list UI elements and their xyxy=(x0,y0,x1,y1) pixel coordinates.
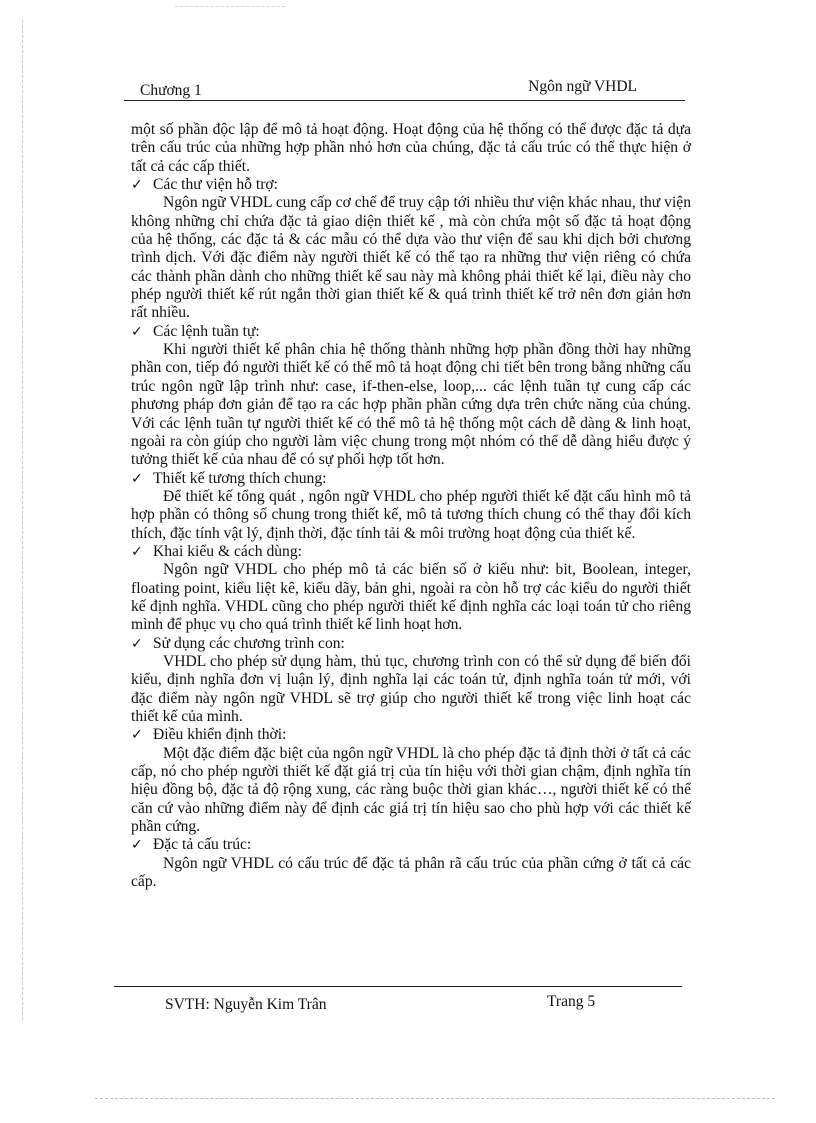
section-heading: Đặc tả cấu trúc: xyxy=(153,836,252,854)
section-heading: Sử dụng các chương trình con: xyxy=(153,634,345,652)
scan-artifact-left xyxy=(22,20,23,1020)
section-heading: Các lệnh tuần tự: xyxy=(153,322,260,340)
bullet-heading xyxy=(131,635,691,653)
section-heading: Các thư viện hỗ trợ: xyxy=(153,176,278,194)
chapter-label: Chương 1 xyxy=(140,82,202,99)
paragraph: Một đặc điểm đặc biệt của ngôn ngữ VHDL là cho phép đặc tả định thời ở tất cả các cấp, nó cho phép người thiết kế đặt giá trị của tín hiệu với thời gian chậm, định nghĩa tín hiệu đồng bộ, đặc tả độ rộng xung, các ràng buộc thời gian khác…, người thiết kế có thể căn cứ vào những điểm này để định các giá trị tín hiệu sao cho phù hợp với các thiết kế phần cứng. xyxy=(131,744,691,836)
checkmark-icon: ✓ xyxy=(131,543,143,560)
bullet-heading xyxy=(131,836,691,854)
paragraph: một số phần độc lập để mô tả hoạt động. Hoạt động của hệ thống có thể được đặc tả dựa trên cấu trúc của những hợp phần nhỏ hơn của chúng, đặc tả cấu trúc có thể thực hiện ở tất cả các cấp thiết. xyxy=(131,121,691,175)
scan-artifact-top xyxy=(175,6,285,7)
bullet-heading xyxy=(131,470,691,488)
footer-rule xyxy=(114,986,682,987)
paragraph: Ngôn ngữ VHDL có cấu trúc để đặc tả phân rã cấu trúc của phần cứng ở tất cả các cấp. xyxy=(131,854,691,891)
section-heading: Điều khiển định thời: xyxy=(153,726,287,744)
author-label: SVTH: Nguyễn Kim Trân xyxy=(165,996,327,1013)
header-rule xyxy=(124,100,685,101)
page-body xyxy=(131,121,691,891)
paragraph: Ngôn ngữ VHDL cung cấp cơ chế để truy cập tới nhiều thư viện khác nhau, thư viện không những chỉ chứa đặc tả giao diện thiết kế , mà còn chứa một số đặc tả hoạt động của hệ thống, các đặc tả & các mẫu có thể dựa vào thư viện để sau khi dịch bởi chương trình dịch. Với đặc điểm này người thiết kế có thể tạo ra những thư viện riêng có chứa các thành phần dành cho những thiết kế sau này mà không phải thiết kế lại, điều này cho phép người thiết kế rút ngắn thời gian thiết kế & quá trình thiết kế trở nên đơn giản hơn rất nhiều. xyxy=(131,194,691,322)
paragraph: Ngôn ngữ VHDL cho phép mô tả các biến số ở kiểu như: bit, Boolean, integer, floating point, kiểu liệt kê, kiểu dãy, bản ghi, ngoài ra còn hỗ trợ các kiểu do người thiết kế định nghĩa. VHDL cũng cho phép người thiết kế định nghĩa các loại toán tử cho riêng mình để phục vụ cho quá trình thiết kế linh hoạt hơn. xyxy=(131,561,691,634)
paragraph: VHDL cho phép sử dụng hàm, thủ tục, chương trình con có thể sử dụng để biến đổi kiểu, định nghĩa đơn vị luận lý, định nghĩa lại các toán tử, định nghĩa toán tử mới, với đặc điểm này ngôn ngữ VHDL sẽ trợ giúp cho người thiết kế trong việc linh hoạt các thiết kế của mình. xyxy=(131,652,691,725)
checkmark-icon: ✓ xyxy=(131,727,143,744)
paragraph: Để thiết kế tổng quát , ngôn ngữ VHDL cho phép người thiết kế đặt cấu hình mô tả hợp phần có thông số chung trong thiết kế, mô tả tương thích chung có thể thay đổi kích thích, đặc tính vật lý, định thời, đặc tính tải & môi trường hoạt động của thiết kế. xyxy=(131,487,691,542)
page-number: Trang 5 xyxy=(547,993,596,1010)
page-header xyxy=(124,78,685,100)
header-title: Ngôn ngữ VHDL xyxy=(528,78,637,95)
checkmark-icon: ✓ xyxy=(131,323,143,340)
bullet-heading xyxy=(131,543,691,561)
bullet-heading xyxy=(131,726,691,744)
checkmark-icon: ✓ xyxy=(131,837,143,854)
bullet-heading xyxy=(131,176,691,194)
section-heading: Thiết kế tương thích chung: xyxy=(153,469,327,487)
scan-artifact-bottom xyxy=(95,1098,775,1099)
paragraph: Khi người thiết kế phân chia hệ thống thành những hợp phần đồng thời hay những phần con, tiếp đó người thiết kế có thể mô tả hoạt động chi tiết bên trong bằng những cấu trúc ngôn ngữ lập trình như: case, if-then-else, loop,... các lệnh tuần tự cung cấp các phương pháp đơn giản để tạo ra các hợp phần phần cứng dựa trên chức năng của chúng. Với các lệnh tuần tự người thiết kế có thể mô tả hệ thống một cách dễ dàng & linh hoạt, ngoài ra còn giúp cho người làm việc chung trong một nhóm có thể dễ dàng hiểu được ý tưởng thiết kế của nhau để có sự phối hợp tốt hơn. xyxy=(131,341,691,469)
section-heading: Khai kiểu & cách dùng: xyxy=(153,542,302,560)
checkmark-icon: ✓ xyxy=(131,470,143,487)
checkmark-icon: ✓ xyxy=(131,635,143,652)
checkmark-icon: ✓ xyxy=(131,177,143,194)
bullet-heading xyxy=(131,323,691,341)
